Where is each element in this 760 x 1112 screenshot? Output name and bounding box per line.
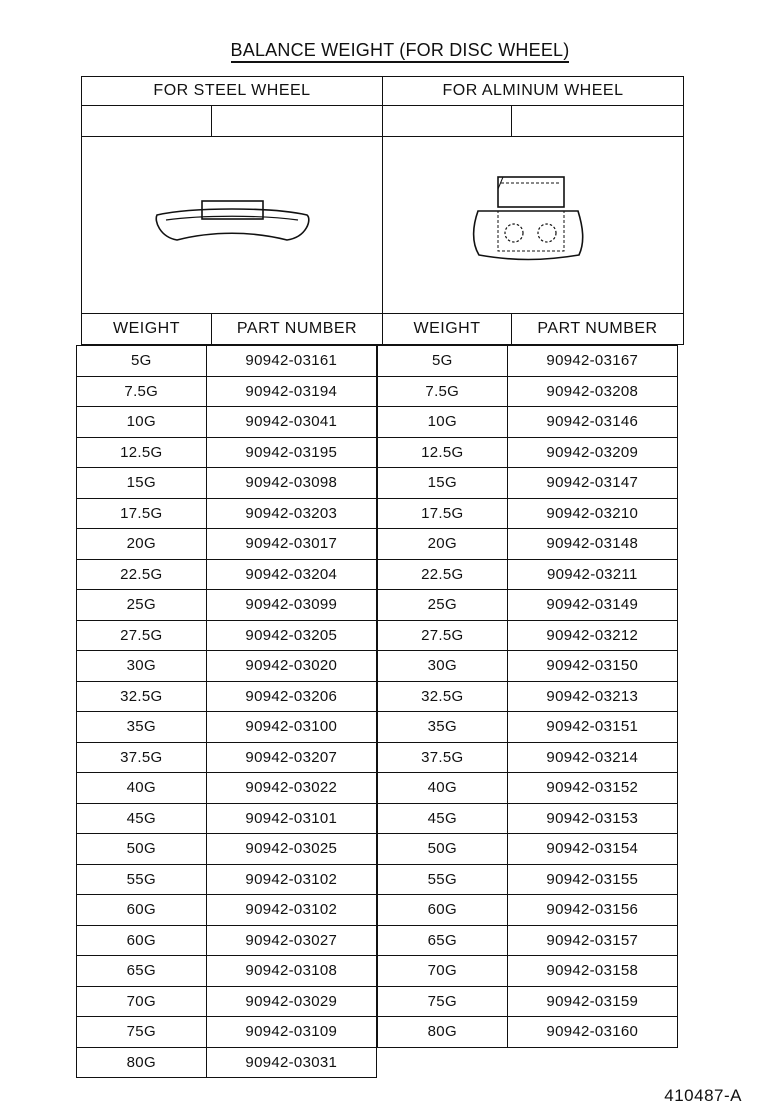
part-number-cell: 90942-03029 [206,986,376,1017]
weight-cell: 32.5G [378,681,508,712]
table-row [77,803,377,834]
weight-cell: 75G [378,986,508,1017]
aluminum-weight-col-header: WEIGHT [382,313,512,345]
weight-cell: 60G [77,925,207,956]
table-row [77,1047,377,1078]
part-number-cell: 90942-03146 [507,407,677,438]
part-number-cell: 90942-03211 [507,559,677,590]
weight-cell: 50G [378,834,508,865]
part-number-cell: 90942-03206 [206,681,376,712]
weight-cell: 17.5G [77,498,207,529]
part-number-cell: 90942-03020 [206,651,376,682]
table-row [378,742,678,773]
table-row [77,681,377,712]
weight-cell: 65G [77,956,207,987]
weight-cell: 32.5G [77,681,207,712]
weight-cell: 30G [378,651,508,682]
part-number-cell: 90942-03102 [206,864,376,895]
table-row [378,407,678,438]
part-number-cell: 90942-03017 [206,529,376,560]
table-row [77,376,377,407]
table-row [77,498,377,529]
steel-blank-cell-1 [81,105,212,137]
table-row [378,529,678,560]
part-number-cell: 90942-03205 [206,620,376,651]
part-number-cell: 90942-03108 [206,956,376,987]
part-number-cell: 90942-03157 [507,925,677,956]
weight-cell: 22.5G [378,559,508,590]
aluminum-blank-cell-2 [511,105,684,137]
weight-cell: 30G [77,651,207,682]
part-number-cell: 90942-03025 [206,834,376,865]
weight-cell: 12.5G [378,437,508,468]
table-row [77,529,377,560]
weight-cell: 50G [77,834,207,865]
part-number-cell: 90942-03031 [206,1047,376,1078]
weight-cell: 10G [77,407,207,438]
aluminum-weight-table [377,345,678,1048]
table-row [77,559,377,590]
part-number-cell: 90942-03212 [507,620,677,651]
table-row [378,925,678,956]
table-row [378,1017,678,1048]
part-number-cell: 90942-03159 [507,986,677,1017]
weight-cell: 15G [77,468,207,499]
steel-part-col-header: PART NUMBER [211,313,383,345]
part-number-cell: 90942-03154 [507,834,677,865]
weight-cell: 5G [77,346,207,377]
weight-cell: 7.5G [77,376,207,407]
weight-cell: 55G [378,864,508,895]
weight-cell: 27.5G [378,620,508,651]
table-row [378,773,678,804]
part-number-cell: 90942-03207 [206,742,376,773]
steel-wheel-header: FOR STEEL WHEEL [81,76,383,106]
weight-cell: 35G [77,712,207,743]
aluminum-blank-cell-1 [382,105,512,137]
table-row [378,376,678,407]
part-number-cell: 90942-03210 [507,498,677,529]
table-row [77,925,377,956]
part-number-cell: 90942-03041 [206,407,376,438]
part-number-cell: 90942-03194 [206,376,376,407]
table-row [378,681,678,712]
part-number-cell: 90942-03148 [507,529,677,560]
part-number-cell: 90942-03100 [206,712,376,743]
weight-cell: 20G [77,529,207,560]
table-row [378,468,678,499]
steel-weight-illustration [81,136,383,314]
weight-cell: 45G [378,803,508,834]
weight-cell: 37.5G [378,742,508,773]
table-row [77,590,377,621]
table-row [77,895,377,926]
part-number-cell: 90942-03027 [206,925,376,956]
part-number-cell: 90942-03102 [206,895,376,926]
table-row [378,590,678,621]
table-row [378,620,678,651]
part-number-cell: 90942-03161 [206,346,376,377]
aluminum-adhesive-weight-icon [383,137,683,313]
weight-cell: 22.5G [77,559,207,590]
table-row [77,437,377,468]
aluminum-weight-illustration [382,136,684,314]
weight-cell: 7.5G [378,376,508,407]
aluminum-wheel-header: FOR ALMINUM WHEEL [382,76,684,106]
table-row [77,651,377,682]
weight-cell: 35G [378,712,508,743]
weight-cell: 55G [77,864,207,895]
part-number-cell: 90942-03151 [507,712,677,743]
weight-cell: 65G [378,925,508,956]
part-number-cell: 90942-03098 [206,468,376,499]
aluminum-part-col-header: PART NUMBER [511,313,684,345]
weight-cell: 20G [378,529,508,560]
table-row [378,986,678,1017]
weight-cell: 37.5G [77,742,207,773]
table-row [77,742,377,773]
table-row [378,346,678,377]
part-number-cell: 90942-03204 [206,559,376,590]
document-number: 410487-A [664,1086,742,1105]
weight-cell: 75G [77,1017,207,1048]
table-row [77,834,377,865]
part-number-cell: 90942-03155 [507,864,677,895]
weight-cell: 70G [77,986,207,1017]
table-row [77,712,377,743]
weight-cell: 17.5G [378,498,508,529]
table-row [77,986,377,1017]
weight-cell: 60G [378,895,508,926]
part-number-cell: 90942-03147 [507,468,677,499]
weight-cell: 40G [378,773,508,804]
table-row [378,651,678,682]
table-row [378,956,678,987]
table-row [77,773,377,804]
part-number-cell: 90942-03160 [507,1017,677,1048]
page-title: BALANCE WEIGHT (FOR DISC WHEEL) [0,40,760,61]
weight-cell: 80G [378,1017,508,1048]
weight-cell: 15G [378,468,508,499]
weight-cell: 25G [378,590,508,621]
table-row [378,437,678,468]
steel-clip-weight-icon [82,137,382,313]
part-number-cell: 90942-03195 [206,437,376,468]
part-number-cell: 90942-03158 [507,956,677,987]
table-row [77,407,377,438]
part-number-cell: 90942-03203 [206,498,376,529]
part-number-cell: 90942-03099 [206,590,376,621]
part-number-cell: 90942-03101 [206,803,376,834]
part-number-cell: 90942-03109 [206,1017,376,1048]
weight-cell: 27.5G [77,620,207,651]
part-number-cell: 90942-03156 [507,895,677,926]
table-row [77,620,377,651]
steel-blank-cell-2 [211,105,383,137]
table-row [77,1017,377,1048]
table-row [378,864,678,895]
part-number-cell: 90942-03208 [507,376,677,407]
weight-cell: 10G [378,407,508,438]
table-row [77,468,377,499]
part-number-cell: 90942-03214 [507,742,677,773]
weight-cell: 70G [378,956,508,987]
part-number-cell: 90942-03022 [206,773,376,804]
table-row [378,895,678,926]
steel-weight-table [76,345,377,1078]
part-number-cell: 90942-03167 [507,346,677,377]
part-number-cell: 90942-03150 [507,651,677,682]
table-row [77,346,377,377]
part-number-cell: 90942-03213 [507,681,677,712]
table-row [378,498,678,529]
part-number-cell: 90942-03209 [507,437,677,468]
table-row [378,803,678,834]
table-row [378,559,678,590]
steel-weight-col-header: WEIGHT [81,313,212,345]
part-number-cell: 90942-03149 [507,590,677,621]
weight-cell: 80G [77,1047,207,1078]
part-number-cell: 90942-03153 [507,803,677,834]
weight-cell: 60G [77,895,207,926]
weight-cell: 45G [77,803,207,834]
part-number-cell: 90942-03152 [507,773,677,804]
weight-cell: 40G [77,773,207,804]
table-row [378,712,678,743]
table-row [77,864,377,895]
weight-cell: 5G [378,346,508,377]
table-row [77,956,377,987]
weight-cell: 12.5G [77,437,207,468]
weight-cell: 25G [77,590,207,621]
table-row [378,834,678,865]
